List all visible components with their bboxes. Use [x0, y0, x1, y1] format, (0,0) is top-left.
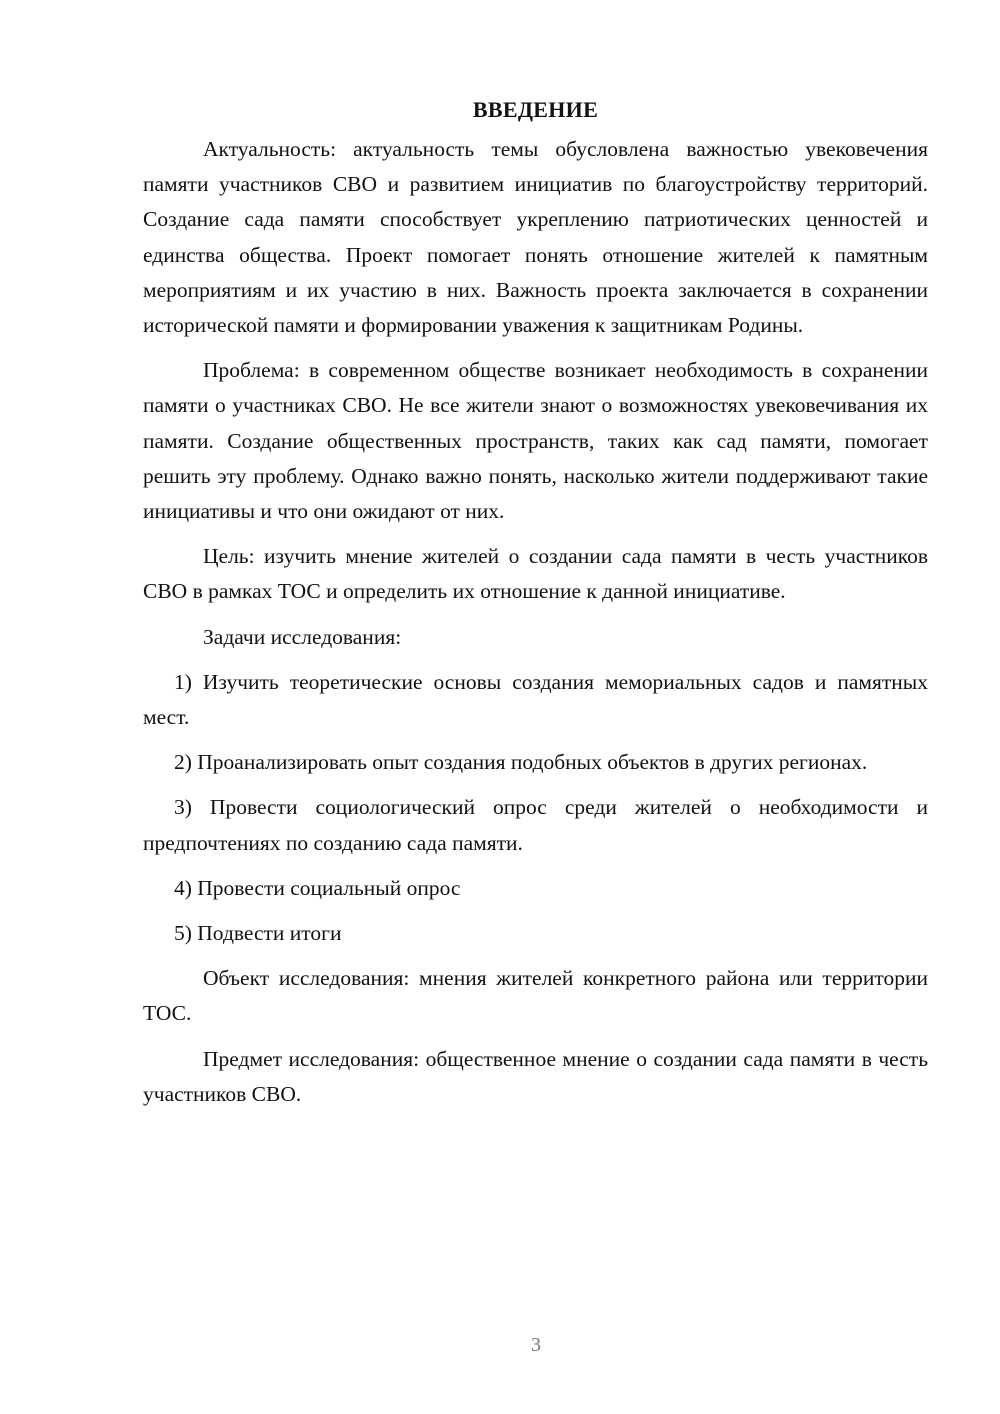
problem-paragraph: Проблема: в современном обществе возникает необходимость в сохранении памяти о участниках СВО. Не все жители знают о возможностях увековечивания их памяти. Создание общественных пространств, таких как сад памяти, помогает решить эту проблему. Однако важно понять, насколько жители поддерживают такие инициативы и что они ожидают от них.	[143, 358, 928, 524]
relevance-paragraph: Актуальность: актуальность темы обусловлена важностью увековечения памяти участников СВО и развитием инициатив по благоустройству территорий. Создание сада памяти способствует укреплению патриотических ценностей и единства общества. Проект помогает понять отношение жителей к памятным мероприятиям и их участию в них. Важность проекта заключается в сохранении исторической памяти и формировании уважения к защитникам Родины.	[143, 137, 928, 338]
section-heading: ВВЕДЕНИЕ	[472, 97, 599, 122]
task-item-3: 3) Провести социологический опрос среди жителей о необходимости и предпочтениях по созданию сада памяти.	[143, 795, 928, 855]
subject-paragraph: Предмет исследования: общественное мнение о создании сада памяти в честь участников СВО.	[143, 1046, 928, 1106]
task-item-2: 2) Проанализировать опыт создания подобных объектов в других регионах.	[174, 750, 868, 775]
task-item-4: 4) Провести социальный опрос	[174, 875, 461, 900]
tasks-heading: Задачи исследования:	[203, 624, 402, 649]
document-page	[143, 92, 928, 1122]
task-item-5: 5) Подвести итоги	[174, 921, 342, 946]
object-paragraph: Объект исследования: мнения жителей конкретного района или территории ТОС.	[143, 966, 928, 1026]
goal-paragraph: Цель: изучить мнение жителей о создании сада памяти в честь участников СВО в рамках ТОС и определить их отношение к данной инициативе.	[143, 544, 928, 604]
task-item-1: 1) Изучить теоретические основы создания мемориальных садов и памятных мест.	[143, 669, 928, 730]
page-number: 3	[531, 1334, 541, 1356]
